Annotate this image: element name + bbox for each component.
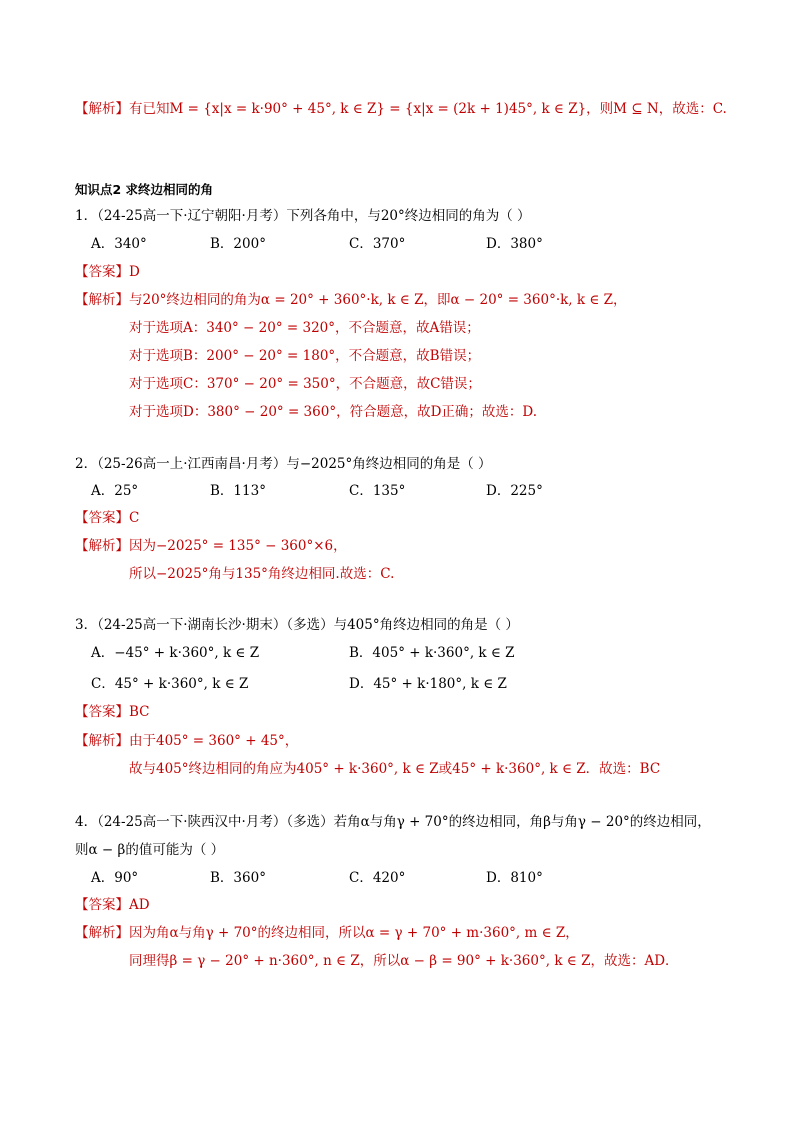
answer-tag: 【答案】 (75, 897, 129, 913)
question-1-stem: 1．（24-25高一下·辽宁朝阳·月考）下列各角中，与20°终边相同的角为（ ） (75, 208, 531, 224)
q4-answer (75, 895, 150, 915)
answer-tag: 【答案】 (75, 510, 129, 526)
q1-option-a: A．340° (91, 236, 147, 252)
q1-analysis-line-1: 对于选项A：340° − 20° = 320°，不合题意，故A错误； (129, 320, 480, 336)
q2-analysis-line-0 (75, 536, 347, 556)
q3-analysis-line-0 (75, 731, 298, 751)
q1-analysis-line-4: 对于选项D：380° − 20° = 360°，符合题意，故D正确；故选：D. (129, 404, 538, 420)
question-3-stem: 3．（24-25高一下·湖南长沙·期末）（多选）与405°角终边相同的角是（ ） (75, 617, 519, 633)
q4-option-d: D．810° (486, 870, 543, 886)
q2-answer (75, 508, 139, 528)
section-heading: 知识点2 求终边相同的角 (75, 182, 214, 197)
q1-answer (75, 262, 140, 282)
q2-analysis-line-1: 所以−2025°角与135°角终边相同.故选：C. (129, 566, 395, 582)
q1-option-d: D．380° (486, 236, 543, 252)
analysis-tag: 【解析】 (75, 925, 129, 941)
question-2-stem: 2．（25-26高一上·江西南昌·月考）与−2025°角终边相同的角是（ ） (75, 456, 492, 472)
q2-option-d: D．225° (486, 483, 543, 499)
analysis-text: 因为−2025° = 135° − 360°×6， (129, 538, 347, 554)
q4-option-c: C．420° (349, 870, 406, 886)
q3-option-a: A．−45° + k·360°, k ∈ Z (91, 645, 260, 661)
analysis-tag: 【解析】 (75, 538, 129, 554)
answer-tag: 【答案】 (75, 264, 129, 280)
q3-option-b: B．405° + k·360°, k ∈ Z (349, 645, 515, 661)
q3-option-c: C．45° + k·360°, k ∈ Z (91, 676, 249, 692)
analysis-tag: 【解析】 (75, 292, 129, 308)
q1-option-c: C．370° (349, 236, 406, 252)
analysis-text: 由于405° = 360° + 45°， (129, 733, 299, 749)
answer-tag: 【答案】 (75, 704, 129, 720)
q4-analysis-line-0 (75, 923, 579, 943)
question-4-stem-line-2: 则α − β的值可能为（ ） (75, 842, 225, 858)
answer-value: BC (129, 704, 150, 720)
answer-value: D (129, 264, 140, 280)
analysis-text: 与20°终边相同的角为α = 20° + 360°·k, k ∈ Z，即α − 20° = 360°·k, k ∈ Z， (129, 292, 627, 308)
q1-analysis-line-2: 对于选项B：200° − 20° = 180°，不合题意，故B错误； (129, 348, 481, 364)
answer-value: AD (129, 897, 150, 913)
q4-option-a: A．90° (91, 870, 139, 886)
q3-option-d: D．45° + k·180°, k ∈ Z (349, 676, 507, 692)
q3-answer (75, 702, 150, 722)
q1-option-b: B．200° (210, 236, 266, 252)
analysis-tag: 【解析】 (75, 733, 129, 749)
analysis-text: 因为角α与角γ + 70°的终边相同，所以α = γ + 70° + m·360°, m ∈ Z， (129, 925, 579, 941)
q4-option-b: B．360° (210, 870, 266, 886)
q2-option-a: A．25° (91, 483, 139, 499)
analysis-0 (75, 99, 727, 119)
q1-analysis-line-3: 对于选项C：370° − 20° = 350°，不合题意，故C错误； (129, 376, 481, 392)
q3-analysis-line-1: 故与405°终边相同的角应为405° + k·360°, k ∈ Z或45° + k·360°, k ∈ Z．故选：BC (129, 761, 661, 777)
answer-value: C (129, 510, 140, 526)
q1-analysis-line-0 (75, 290, 627, 310)
analysis-text: 有已知M = {x|x = k·90° + 45°, k ∈ Z} = {x|x = (2k + 1)45°, k ∈ Z}，则M ⊆ N，故选：C. (129, 101, 727, 117)
q2-option-b: B．113° (210, 483, 266, 499)
q4-analysis-line-1: 同理得β = γ − 20° + n·360°, n ∈ Z，所以α − β = 90° + k·360°, k ∈ Z，故选：AD． (129, 953, 679, 969)
q2-option-c: C．135° (349, 483, 406, 499)
analysis-tag: 【解析】 (75, 101, 129, 117)
question-4-stem-line-1: 4．（24-25高一下·陕西汉中·月考）（多选）若角α与角γ + 70°的终边相同，角β与角γ − 20°的终边相同， (75, 814, 711, 830)
